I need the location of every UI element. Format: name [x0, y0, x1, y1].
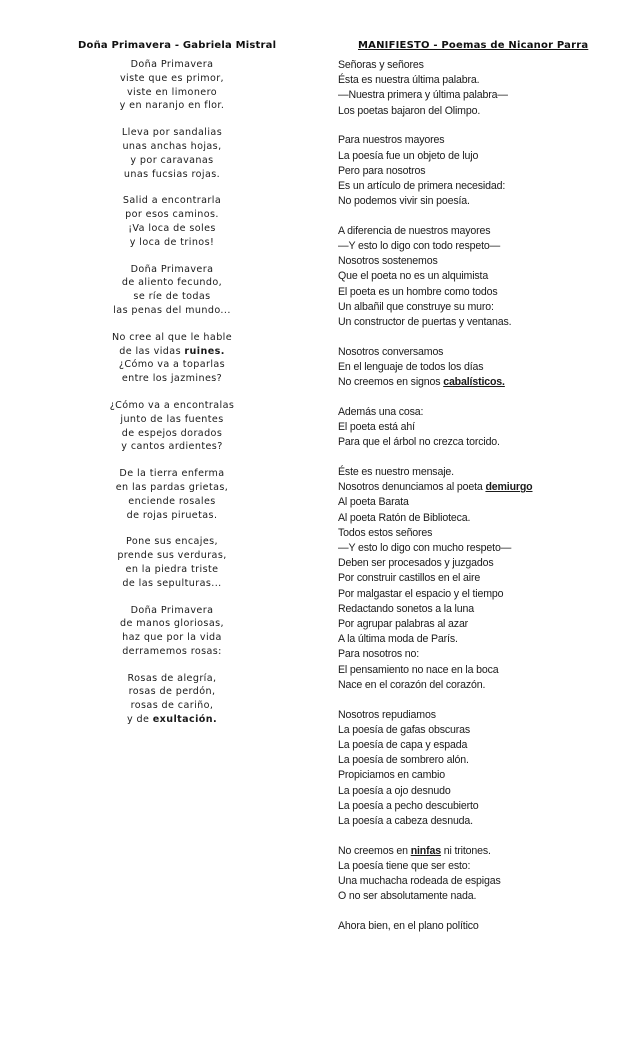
verse-line: La poesía de capa y espada [338, 738, 468, 751]
verse-text: de las vidas [119, 345, 185, 357]
verse-line: —Y esto lo digo con mucho respeto— [338, 541, 512, 554]
verse-line: Ésta es nuestra última palabra. [338, 74, 480, 87]
verse-line: ¿Cómo va a encontralas [109, 399, 235, 411]
verse-line: Lleva por sandalias [121, 127, 223, 139]
verse-line: Por malgastar el espacio y el tiempo [338, 587, 504, 600]
verse-line: y por caravanas [130, 154, 214, 166]
verse-line: Nosotros conversamos [338, 345, 444, 358]
stanza [338, 224, 616, 330]
verse-text: No creemos en signos [338, 376, 444, 389]
emphasized-word: ruines. [184, 345, 225, 357]
verse-line: de aliento fecundo, [121, 277, 223, 289]
verse-line: Propiciamos en cambio [338, 769, 445, 782]
verse-line: ¿Cómo va a toparlas [118, 359, 226, 371]
verse-line [338, 480, 616, 495]
verse-line: Doña Primavera [130, 604, 214, 616]
verse-line: Rosas de alegría, [127, 672, 217, 684]
verse-line: Para nosotros no: [338, 648, 420, 661]
verse-line: En el lenguaje de todos los días [338, 360, 484, 373]
verse-line: Al poeta Barata [338, 496, 409, 509]
verse-line: No cree al que le hable [111, 331, 233, 343]
poem-title-dona-primavera: Doña Primavera - Gabriela Mistral [78, 40, 277, 51]
verse-line: y loca de trinos! [129, 236, 215, 248]
verse-line: y en naranjo en flor. [119, 100, 225, 112]
stanza [78, 535, 266, 590]
verse-line [78, 345, 266, 359]
verse-line [338, 844, 616, 859]
verse-line: junto de las fuentes [120, 413, 224, 425]
verse-line: rosas de cariño, [130, 700, 214, 712]
stanza [78, 672, 266, 727]
verse-line: de las sepulturas... [122, 577, 222, 589]
stanza [338, 58, 616, 119]
verse-line: viste en limonero [126, 86, 218, 98]
stanza [338, 919, 616, 934]
verse-line: de manos gloriosas, [120, 618, 224, 630]
verse-text: Nosotros denunciamos al poeta [338, 481, 486, 494]
verse-line: La poesía de gafas obscuras [338, 723, 470, 736]
verse-text: y de [126, 714, 153, 726]
verse-line: Nosotros repudiamos [338, 708, 436, 721]
verse-line: entre los jazmines? [121, 373, 223, 385]
verse-line: A la última moda de París. [338, 633, 458, 646]
verse-text: ni tritones. [440, 844, 491, 857]
verse-line: de rojas piruetas. [126, 509, 218, 521]
verse-line: Deben ser procesados y juzgados [338, 557, 494, 570]
stanza [78, 126, 266, 181]
stanza [78, 467, 266, 522]
verse-line: El poeta es un hombre como todos [338, 285, 498, 298]
emphasized-word: exultación. [152, 714, 218, 726]
verse-line: No podemos vivir sin poesía. [338, 195, 470, 208]
poem-title-manifiesto: MANIFIESTO - Poemas de Nicanor Parra [358, 40, 589, 51]
verse-line: enciende rosales [128, 495, 216, 507]
verse-line: La poesía a ojo desnudo [338, 784, 451, 797]
verse-line: rosas de perdón, [128, 686, 216, 698]
verse-line: Un constructor de puertas y ventanas. [338, 316, 512, 329]
poem-column-manifiesto [336, 40, 616, 949]
stanza [338, 708, 616, 830]
stanza [338, 345, 616, 391]
verse-line: haz que por la vida [122, 632, 222, 644]
verse-line: en las pardas grietas, [115, 481, 229, 493]
stanza [78, 263, 266, 318]
verse-line: Ahora bien, en el plano político [338, 919, 479, 932]
verse-line: Que el poeta no es un alquimista [338, 270, 489, 283]
verse-line: Una muchacha rodeada de espigas [338, 875, 501, 888]
verse-line: Nosotros sostenemos [338, 255, 438, 268]
verse-text: No creemos en [338, 844, 411, 857]
verse-line: Por agrupar palabras al azar [338, 618, 469, 630]
verse-line: ¡Va loca de soles [128, 222, 216, 234]
verse-line: A diferencia de nuestros mayores [338, 224, 491, 237]
verse-line [78, 713, 266, 727]
verse-line: Al poeta Ratón de Biblioteca. [338, 511, 471, 524]
verse-line: De la tierra enferma [119, 468, 225, 480]
stanza [78, 194, 266, 249]
verse-line: derramemos rosas: [122, 645, 222, 657]
stanza [78, 58, 266, 113]
highlighted-word: cabalísticos. [443, 376, 505, 389]
verse-line: Doña Primavera [130, 263, 214, 275]
verse-line: Un albañil que construye su muro: [338, 300, 494, 313]
verse-line: Los poetas bajaron del Olimpo. [338, 104, 481, 117]
verse-line: por esos caminos. [125, 209, 219, 221]
verse-line: Doña Primavera [130, 59, 214, 70]
verse-line: Por construir castillos en el aire [338, 572, 481, 585]
verse-line: Además una cosa: [338, 405, 424, 418]
verse-line: La poesía de sombrero alón. [338, 754, 469, 767]
verse-line: La poesía a cabeza desnuda. [338, 814, 473, 827]
verse-line: Todos estos señores [338, 526, 433, 539]
verse-line: Para nuestros mayores [338, 134, 445, 147]
verse-line: La poesía fue un objeto de lujo [338, 149, 479, 162]
highlighted-word: ninfas [410, 844, 441, 857]
verse-line: La poesía a pecho descubierto [338, 799, 479, 812]
stanza [338, 133, 616, 209]
stanza [338, 405, 616, 451]
stanza [338, 465, 616, 693]
verse-line: unas fucsias rojas. [123, 168, 221, 180]
verse-line: Nace en el corazón del corazón. [338, 678, 486, 691]
verse-line: Pero para nosotros [338, 164, 426, 177]
stanza [338, 844, 616, 905]
verse-line [338, 375, 616, 390]
verse-line: La poesía tiene que ser esto: [338, 859, 471, 872]
verse-line: en la piedra triste [125, 563, 219, 575]
verse-line: —Y esto lo digo con todo respeto— [338, 240, 501, 253]
stanza [78, 399, 266, 454]
verse-line: Salid a encontrarla [122, 195, 222, 207]
verse-line: unas anchas hojas, [122, 140, 222, 152]
verse-line: y cantos ardientes? [121, 441, 223, 453]
verse-line: Éste es nuestro mensaje. [338, 465, 454, 478]
poem-column-dona-primavera [78, 40, 277, 740]
verse-line: se ríe de todas [133, 291, 211, 303]
stanza [78, 331, 266, 386]
verse-line: viste que es primor, [119, 72, 225, 84]
verse-line: —Nuestra primera y última palabra— [338, 89, 508, 102]
verse-line: El pensamiento no nace en la boca [338, 663, 499, 676]
verse-line: Señoras y señores [338, 59, 424, 71]
verse-line: Es un artículo de primera necesidad: [338, 179, 506, 192]
verse-line: de espejos dorados [121, 427, 223, 439]
verse-line: las penas del mundo... [113, 304, 231, 316]
verse-line: O no ser absolutamente nada. [338, 890, 477, 903]
highlighted-word: demiurgo [485, 481, 533, 494]
verse-line: prende sus verduras, [117, 550, 227, 562]
verse-line: Para que el árbol no crezca torcido. [338, 436, 500, 449]
stanza [78, 604, 266, 659]
verse-line: Redactando sonetos a la luna [338, 602, 474, 615]
verse-line: El poeta está ahí [338, 421, 415, 434]
verse-line: Pone sus encajes, [125, 536, 219, 548]
